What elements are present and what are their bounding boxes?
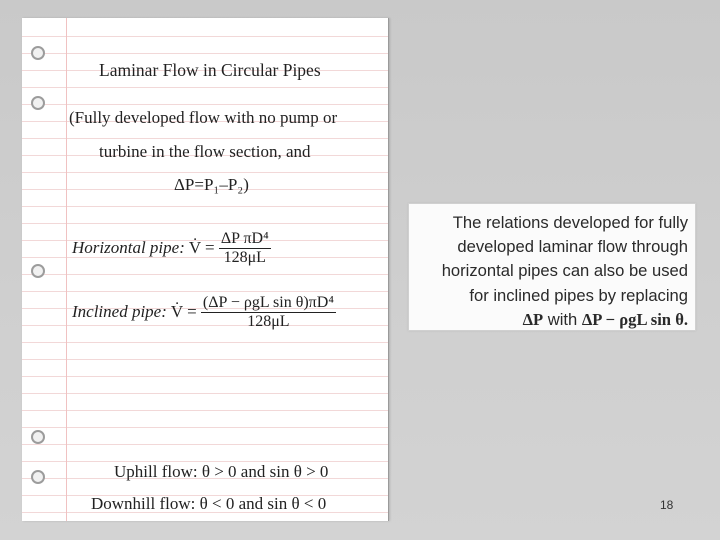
binder-hole xyxy=(31,46,45,60)
callout-delta-p: ΔP xyxy=(522,309,544,329)
margin-line xyxy=(66,18,67,521)
inclined-denominator: 128μL xyxy=(247,313,290,331)
callout-line-5 xyxy=(413,308,688,332)
callout-with: with xyxy=(543,309,582,329)
intro-line-2: turbine in the flow section, and xyxy=(99,142,311,161)
callout-box xyxy=(408,203,696,331)
horizontal-pipe-label: Horizontal pipe: xyxy=(72,237,185,257)
inclined-pipe-equation xyxy=(72,294,336,332)
horizontal-pipe-equation xyxy=(72,230,271,268)
horizontal-lhs: V̇ = xyxy=(188,237,215,257)
callout-line: developed laminar flow through xyxy=(457,237,688,257)
slide-number: 18 xyxy=(660,498,674,512)
callout-line: horizontal pipes can also be used xyxy=(441,261,688,281)
callout-line: The relations developed for fully xyxy=(452,213,688,232)
binder-hole xyxy=(31,96,45,110)
callout-replacement-expr: ΔP − ρgL sin θ. xyxy=(581,309,688,329)
callout-text xyxy=(413,211,688,332)
binder-hole xyxy=(31,470,45,484)
downhill-flow-line: Downhill flow: θ < 0 and sin θ < 0 xyxy=(91,494,327,513)
notes-title: Laminar Flow in Circular Pipes xyxy=(99,60,321,80)
notebook-page xyxy=(22,18,389,521)
inclined-lhs: V̇ = xyxy=(170,301,197,321)
intro-line-3: ΔP=P₁–P₂) xyxy=(174,175,249,194)
horizontal-denominator: 128μL xyxy=(223,249,266,267)
binder-hole xyxy=(31,264,45,278)
inclined-numerator: (ΔP − ρgL sin θ)πD⁴ xyxy=(201,294,336,313)
horizontal-numerator: ΔP πD⁴ xyxy=(219,230,271,249)
inclined-pipe-label: Inclined pipe: xyxy=(72,301,167,321)
binder-hole xyxy=(31,430,45,444)
inclined-fraction xyxy=(201,294,336,332)
horizontal-fraction xyxy=(219,230,271,268)
callout-line: for inclined pipes by replacing xyxy=(469,285,688,305)
intro-line-1: (Fully developed flow with no pump or xyxy=(69,108,338,127)
uphill-flow-line: Uphill flow: θ > 0 and sin θ > 0 xyxy=(114,462,329,481)
